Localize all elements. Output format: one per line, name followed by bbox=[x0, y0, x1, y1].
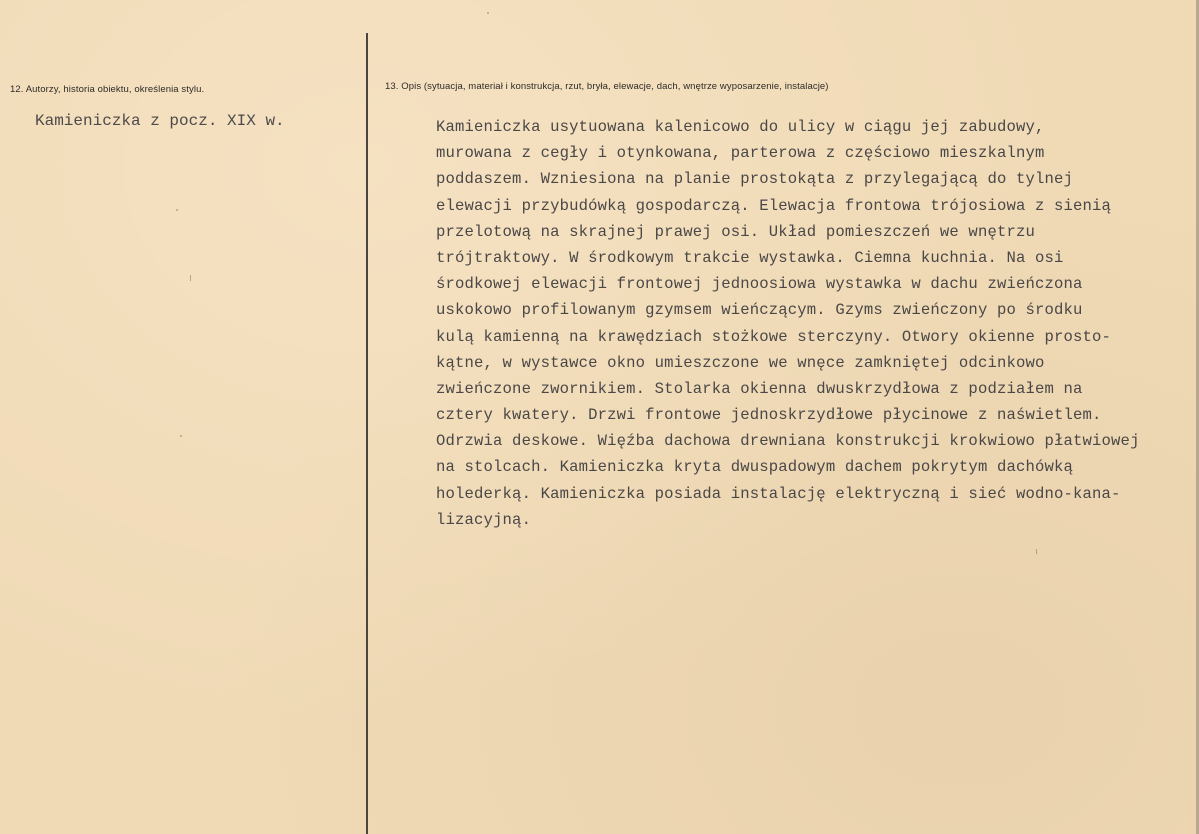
paper-speck bbox=[190, 275, 191, 281]
field-12-value: Kamieniczka z pocz. XIX w. bbox=[35, 112, 285, 130]
description-line: cztery kwatery. Drzwi frontowe jednoskrzydłowe płycinowe z naświetlem. bbox=[436, 406, 1102, 425]
description-line: uskokowo profilowanym gzymsem wieńczącym. Gzyms zwieńczony po środku bbox=[436, 301, 1083, 320]
description-line: lizacyjną. bbox=[436, 510, 532, 529]
description-line: kulą kamienną na krawędziach stożkowe sterczyny. Otwory okienne prosto- bbox=[436, 327, 1112, 346]
description-line: trójtraktowy. W środkowym trakcie wystawka. Ciemna kuchnia. Na osi bbox=[436, 248, 1064, 267]
description-line: poddaszem. Wzniesiona na planie prostokąta z przylegającą do tylnej bbox=[436, 170, 1074, 189]
description-line: środkowej elewacji frontowej jednoosiowa wystawka w dachu zwieńczona bbox=[436, 275, 1083, 294]
paper-speck bbox=[180, 435, 182, 437]
paper-speck bbox=[1036, 549, 1037, 554]
field-13-label: 13. Opis (sytuacja, materiał i konstrukcja, rzut, bryła, elewacje, dach, wnętrze wyposarzenie, instalacje) bbox=[385, 81, 829, 92]
column-divider bbox=[366, 33, 368, 834]
description-line: elewacji przybudówką gospodarczą. Elewacja frontowa trójosiowa z sienią bbox=[436, 196, 1112, 215]
description-line: przelotową na skrajnej prawej osi. Układ pomieszczeń we wnętrzu bbox=[436, 222, 1035, 241]
description-line: Kamieniczka usytuowana kalenicowo do ulicy w ciągu jej zabudowy, bbox=[436, 118, 1045, 136]
description-line: holederką. Kamieniczka posiada instalację elektryczną i sieć wodno-kana- bbox=[436, 484, 1121, 503]
description-line: murowana z cegły i otynkowana, parterowa z częściowo mieszkalnym bbox=[436, 144, 1045, 163]
description-line: Odrzwia deskowe. Więźba dachowa drewniana konstrukcji krokwiowo płatwiowej bbox=[436, 432, 1140, 451]
paper-speck bbox=[176, 209, 178, 211]
field-13-description bbox=[436, 114, 1140, 533]
description-line: na stolcach. Kamieniczka kryta dwuspadowym dachem pokrytym dachówką bbox=[436, 458, 1074, 477]
description-line: zwieńczone zwornikiem. Stolarka okienna dwuskrzydłowa z podziałem na bbox=[436, 379, 1083, 398]
paper-speck bbox=[487, 12, 489, 14]
description-line: kątne, w wystawce okno umieszczone we wnęce zamkniętej odcinkowo bbox=[436, 353, 1045, 372]
field-12-label: 12. Autorzy, historia obiektu, określenia stylu. bbox=[10, 84, 205, 95]
